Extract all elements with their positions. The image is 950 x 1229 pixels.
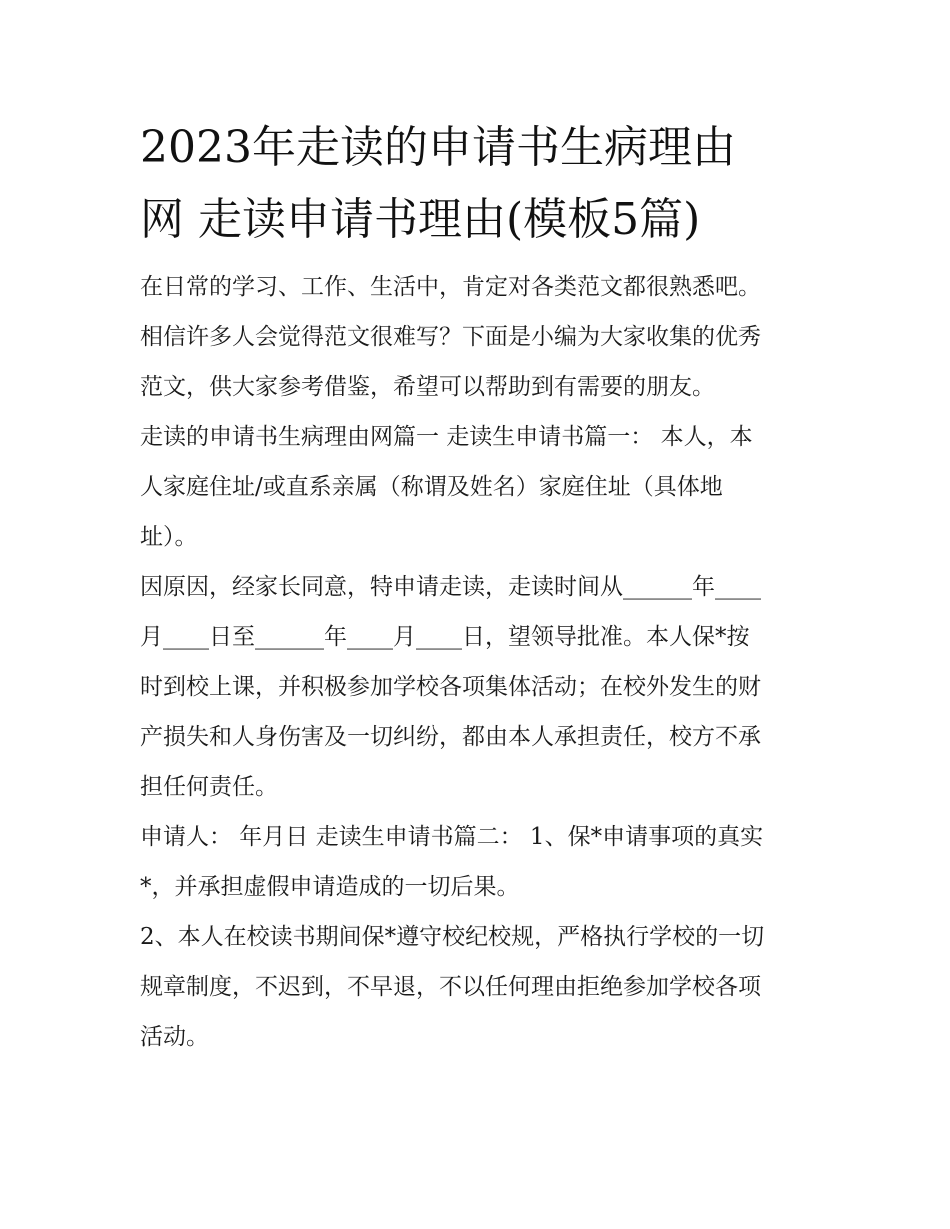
text-line: 申请人： 年月日 走读生申请书篇二： 1、保*申请事项的真实 bbox=[140, 824, 764, 850]
document-page bbox=[140, 112, 815, 1062]
request-period-paragraph bbox=[140, 562, 815, 812]
text-line: 在日常的学习、工作、生活中，肯定对各类范文都很熟悉吧。 bbox=[140, 274, 761, 300]
rule-paragraph bbox=[140, 912, 815, 1062]
title-line: 2023年走读的申请书生病理由 bbox=[140, 122, 736, 173]
text-line: 走读的申请书生病理由网篇一 走读生申请书篇一： 本人，本 bbox=[140, 424, 753, 450]
text-line: *，并承担虚假申请造成的一切后果。 bbox=[140, 874, 520, 900]
document-title bbox=[140, 112, 815, 256]
text-line: 址）。 bbox=[140, 524, 198, 550]
text-line: 月____日至______年____月____日，望领导批准。本人保*按 bbox=[140, 624, 750, 650]
title-line: 网 走读申请书理由(模板5篇) bbox=[140, 194, 701, 245]
text-line: 规章制度，不迟到，不早退，不以任何理由拒绝参加学校各项 bbox=[140, 974, 761, 1000]
text-line: 产损失和人身伤害及一切纠纷，都由本人承担责任，校方不承 bbox=[140, 724, 761, 750]
text-line: 活动。 bbox=[140, 1024, 209, 1050]
text-line: 因原因，经家长同意，特申请走读，走读时间从______年____ bbox=[140, 574, 761, 600]
intro-paragraph bbox=[140, 262, 815, 412]
text-line: 时到校上课，并积极参加学校各项集体活动；在校外发生的财 bbox=[140, 674, 761, 700]
text-line: 担任何责任。 bbox=[140, 774, 278, 800]
section-two-paragraph bbox=[140, 812, 815, 912]
text-line: 2、本人在校读书期间保*遵守校纪校规，严格执行学校的一切 bbox=[140, 924, 765, 950]
section-one-paragraph bbox=[140, 412, 815, 562]
text-line: 人家庭住址/或直系亲属（称谓及姓名）家庭住址（具体地 bbox=[140, 474, 723, 500]
text-line: 范文，供大家参考借鉴，希望可以帮助到有需要的朋友。 bbox=[140, 374, 715, 400]
text-line: 相信许多人会觉得范文很难写？下面是小编为大家收集的优秀 bbox=[140, 324, 761, 350]
